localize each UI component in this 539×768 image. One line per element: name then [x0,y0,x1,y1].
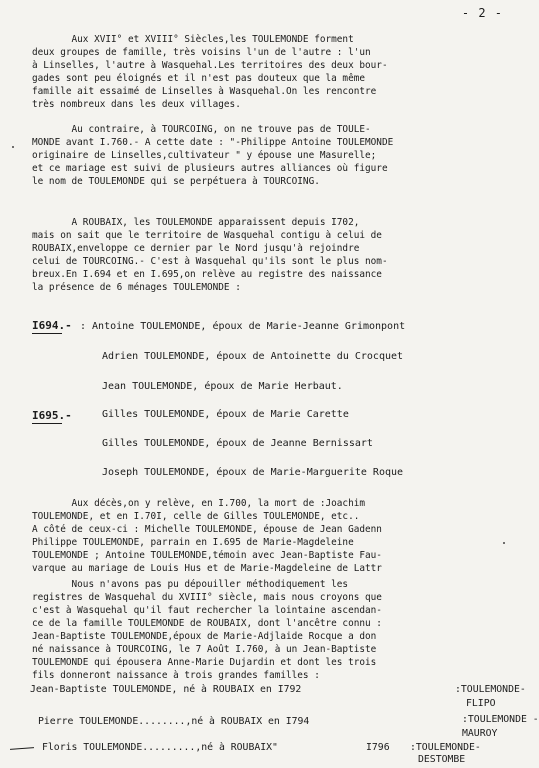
paragraph-roubaix: A ROUBAIX, les TOULEMONDE apparaissent depuis I702, mais on sait que le territoire de Wasquehal contigu à celui de ROUBAIX,enveloppe ce dernier par le Nord jusqu'à rejoindre celui de TOURCOING.- C'est à Wasquehal qu'ils sont le plus nom- breux.En I.694 et en I.695,on relève au registre des naissance la présence de 6 ménages TOULEMONDE : [32,217,388,293]
paper-speck [12,146,14,148]
family-suffix: :TOULEMONDE - [462,714,539,725]
household-entry: Adrien TOULEMONDE, époux de Antoinette du Crocquet [102,351,404,362]
family-suffix: :TOULEMONDE- [410,742,481,753]
paragraph-intro: Aux XVII° et XVIII° Siècles,les TOULEMONDE forment deux groupes de famille, très voisins l'un de l'autre : l'un à Linselles, l'autre à Wasquehal.Les territoires des deux bour- gades sont peu éloignés et il n'est pas douteux que la même famille ait essaimé de Linselles à Wasquehal.On les rencontre très nombreux dans les deux villages. [32,34,388,110]
household-entry: Joseph TOULEMONDE, époux de Marie-Marguerite Roque [102,467,404,478]
year-label-1695: I695.- [32,409,72,422]
paragraph-ascendance: Nous n'avons pas pu dépouiller méthodiquement les registres de Wasquehal du XVIII° siècle, mais nous croyons que c'est à Wasquehal qu'il faut rechercher la lointaine ascendan- ce de la famille TOULEMONDE de ROUBAIX, dont l'ancêtre connu : Jean-Baptiste TOULEMONDE,époux de Marie-Adjlaide Rocque a don né naissance à TOURCOING, le 7 Août I.760, à un Jean-Baptiste TOULEMONDE qui épousera Anne-Marie Dujardin et dont les trois fils donneront naissance à trois grandes familles : [32,579,382,681]
family-name-continuation: DESTOMBE [418,754,466,765]
family-line-mauroy: Pierre TOULEMONDE........,né à ROUBAIX en I794 [38,716,310,727]
year-label-1694: I694.- [32,319,72,332]
page-number: - 2 - [461,6,503,20]
paragraph-tourcoing: Au contraire, à TOURCOING, on ne trouve pas de TOULE- MONDE avant I.760.- A cette date : "-Philippe Antoine TOULEMONDE originaire de Linselles,cultivateur " y épouse une Masurelle; et ce mariage est suivi de plusieurs autres alliances où figure le nom de TOULEMONDE qui se perpétuera à TOURCOING. [32,124,394,187]
family-suffix: :TOULEMONDE- [455,684,526,695]
household-entry: Gilles TOULEMONDE, époux de Marie Carette [102,409,349,420]
family-line-destombe: Floris TOULEMONDE.........,né à ROUBAIX" [42,742,278,753]
family-year: I796 [366,742,390,753]
family-name-continuation: MAUROY [462,728,498,739]
family-line-flipo: Jean-Baptiste TOULEMONDE, né à ROUBAIX en I792 [30,684,302,695]
paragraph-deces: Aux décès,on y relève, en I.700, la mort de :Joachim TOULEMONDE, et en I.70I, celle de Gilles TOULEMONDE, etc.. A côté de ceux-ci : Michelle TOULEMONDE, épouse de Jean Gadenn Philippe TOULEMONDE, parrain en I.695 de Marie-Magdeleine TOULEMONDE ; Antoine TOULEMONDE,témoin avec Jean-Baptiste Fau- varque au mariage de Louis Hus et de Marie-Magdeleine de Lattr [32,498,382,574]
paper-speck [503,542,505,544]
household-entry: Jean TOULEMONDE, époux de Marie Herbaut. [102,381,343,392]
household-entry: : Antoine TOULEMONDE, époux de Marie-Jeanne Grimonpont [80,321,406,332]
family-name-continuation: FLIPO [466,698,496,709]
household-entry: Gilles TOULEMONDE, époux de Jeanne Bernissart [102,438,373,449]
